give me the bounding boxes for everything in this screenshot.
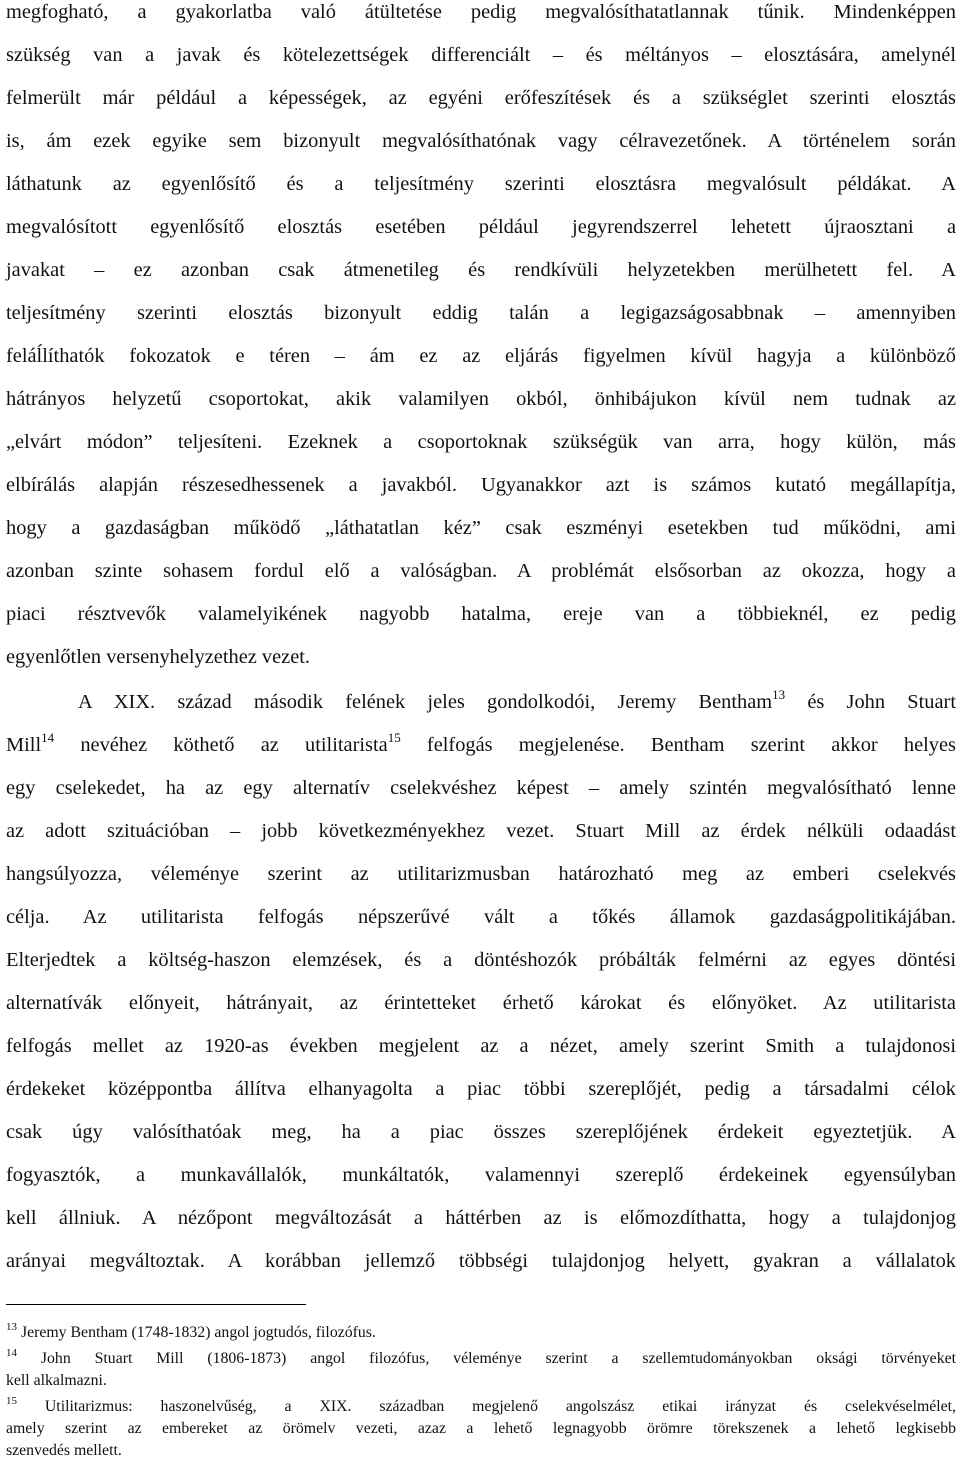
- footnote-14: [6, 1346, 956, 1368]
- body-text-line: „elvárt módon” teljesíteni. Ezeknek a csoportoknak szükségük van arra, hogy külön, más: [6, 431, 956, 453]
- footnote-15: [6, 1394, 956, 1416]
- footnote-ref-13[interactable]: 13: [772, 687, 786, 703]
- body-text-line: egy cselekedet, ha az egy alternatív cselekvéshez képest – amely szintén megvalósítható lenne: [6, 777, 956, 799]
- body-text-line: hogy a gazdaságban működő „láthatatlan kéz” csak eszményi esetekben tud működni, ami: [6, 517, 956, 539]
- footnote-number: 15: [6, 1394, 17, 1407]
- body-text-line: Elterjedtek a költség-haszon elemzések, és a döntéshozók próbálták felmérni az egyes döntési: [6, 949, 956, 971]
- body-text-line: felfogás mellet az 1920-as években megjelent az a nézet, amely szerint Smith a tulajdonosi: [6, 1035, 956, 1057]
- text-span: nevéhez köthető az utilitarista: [54, 734, 388, 756]
- footnote-13: [6, 1320, 956, 1342]
- footnote-text: Jeremy Bentham (1748-1832) angol jogtudós, filozófus.: [17, 1324, 376, 1341]
- body-text-line: kell állniuk. A nézőpont megváltozását a háttérben az is előmozdíthatta, hogy a tulajdonjog: [6, 1207, 956, 1229]
- body-text-line: fogyasztók, a munkavállalók, munkáltatók, valamennyi szereplő érdekeinek egyensúlyban: [6, 1164, 956, 1186]
- footnote-number: 13: [6, 1320, 17, 1333]
- text-span: és John Stuart: [785, 691, 956, 713]
- body-text-line: elbírálás alapján részesedhessenek a javakból. Ugyanakkor azt is számos kutató megállapítja,: [6, 474, 956, 496]
- body-text-line: piaci résztvevők valamelyikének nagyobb hatalma, ereje van a többieknél, ez pedig: [6, 603, 956, 625]
- body-text-line: egyenlőtlen versenyhelyzethez vezet.: [6, 646, 311, 668]
- footnote-number: 14: [6, 1346, 17, 1359]
- paragraph-first-line: [78, 687, 956, 714]
- body-text-line: azonban szinte sohasem fordul elő a valóságban. A problémát elsősorban az okozza, hogy a: [6, 560, 956, 582]
- body-text-line: is, ám ezek egyike sem bizonyult megvalósíthatónak vagy célravezetőnek. A történelem során: [6, 130, 956, 152]
- body-text-line: teljesítmény szerinti elosztás bizonyult eddig talán a legigazságosabbnak – amennyiben: [6, 302, 956, 324]
- body-text-line: [6, 730, 956, 757]
- body-text-line: érdekeket középpontba állítva elhanyagolta a piac többi szereplőjét, pedig a társadalmi célok: [6, 1078, 956, 1100]
- footnote-15-cont: amely szerint az embereket az örömelv vezeti, azaz a lehető legnagyobb örömre törekszenek a lehető legkisebb: [6, 1420, 956, 1437]
- body-text-line: hangsúlyozza, véleménye szerint az utilitarizmusban határozható meg az emberi cselekvés: [6, 863, 956, 885]
- text-span: Mill: [6, 734, 42, 756]
- body-text-line: javakat – ez azonban csak átmenetileg és rendkívüli helyzetekben merülhetett fel. A: [6, 259, 956, 281]
- body-text-line: csak úgy valósíthatóak meg, ha a piac összes szereplőjének érdekeit egyeztetjük. A: [6, 1121, 956, 1143]
- footnote-ref-14[interactable]: 14: [41, 730, 55, 746]
- footnote-15-cont: szenvedés mellett.: [6, 1442, 122, 1459]
- footnote-14-cont: kell alkalmazni.: [6, 1372, 107, 1389]
- body-text-line: felmerült már például a képességek, az egyéni erőfeszítések és a szükséglet szerinti elosztás: [6, 87, 956, 109]
- footnote-text: Utilitarizmus: haszonelvűség, a XIX. században megjelenő angolszász etikai irányzat és cselekvéselmélet,: [17, 1398, 956, 1415]
- footnote-text: John Stuart Mill (1806-1873) angol filozófus, véleménye szerint a szellemtudományokban oksági törvényeket: [17, 1350, 956, 1367]
- body-text-line: szükség van a javak és kötelezettségek differenciált – és méltányos – elosztására, amelynél: [6, 44, 956, 66]
- body-text-line: hátrányos helyzetű csoportokat, akik valamilyen okból, önhibájukon kívül nem tudnak az: [6, 388, 956, 410]
- body-text-line: arányai megváltoztak. A korábban jellemző többségi tulajdonjog helyett, gyakran a vállalatok: [6, 1250, 956, 1272]
- body-text-line: megvalósított egyenlősítő elosztás esetében például jegyrendszerrel lehetett újraosztani a: [6, 216, 956, 238]
- footnote-ref-15[interactable]: 15: [387, 730, 401, 746]
- body-text-line: feláĺlíthatók fokozatok e téren – ám ez az eljárás figyelmen kívül hagyja a különböző: [6, 345, 956, 367]
- body-text-line: az adott szituációban – jobb következményekhez vezet. Stuart Mill az érdek nélküli odaadást: [6, 820, 956, 842]
- body-text-line: alternatívák előnyeit, hátrányait, az érintetteket érhető károkat és előnyöket. Az utilitarista: [6, 992, 956, 1014]
- text-span: felfogás megjelenése. Bentham szerint akkor helyes: [400, 734, 956, 756]
- text-span: A XIX. század második felének jeles gondolkodói, Jeremy Bentham: [78, 691, 773, 713]
- body-text-line: láthatunk az egyenlősítő és a teljesítmény szerinti elosztásra megvalósult példákat. A: [6, 173, 956, 195]
- body-text-line: megfogható, a gyakorlatba való átültetése pedig megvalósíthatatlannak tűnik. Mindenképpen: [6, 1, 956, 23]
- footnote-separator: [6, 1304, 306, 1305]
- body-text-line: célja. Az utilitarista felfogás népszerűvé vált a tőkés államok gazdaságpolitikájában.: [6, 906, 956, 928]
